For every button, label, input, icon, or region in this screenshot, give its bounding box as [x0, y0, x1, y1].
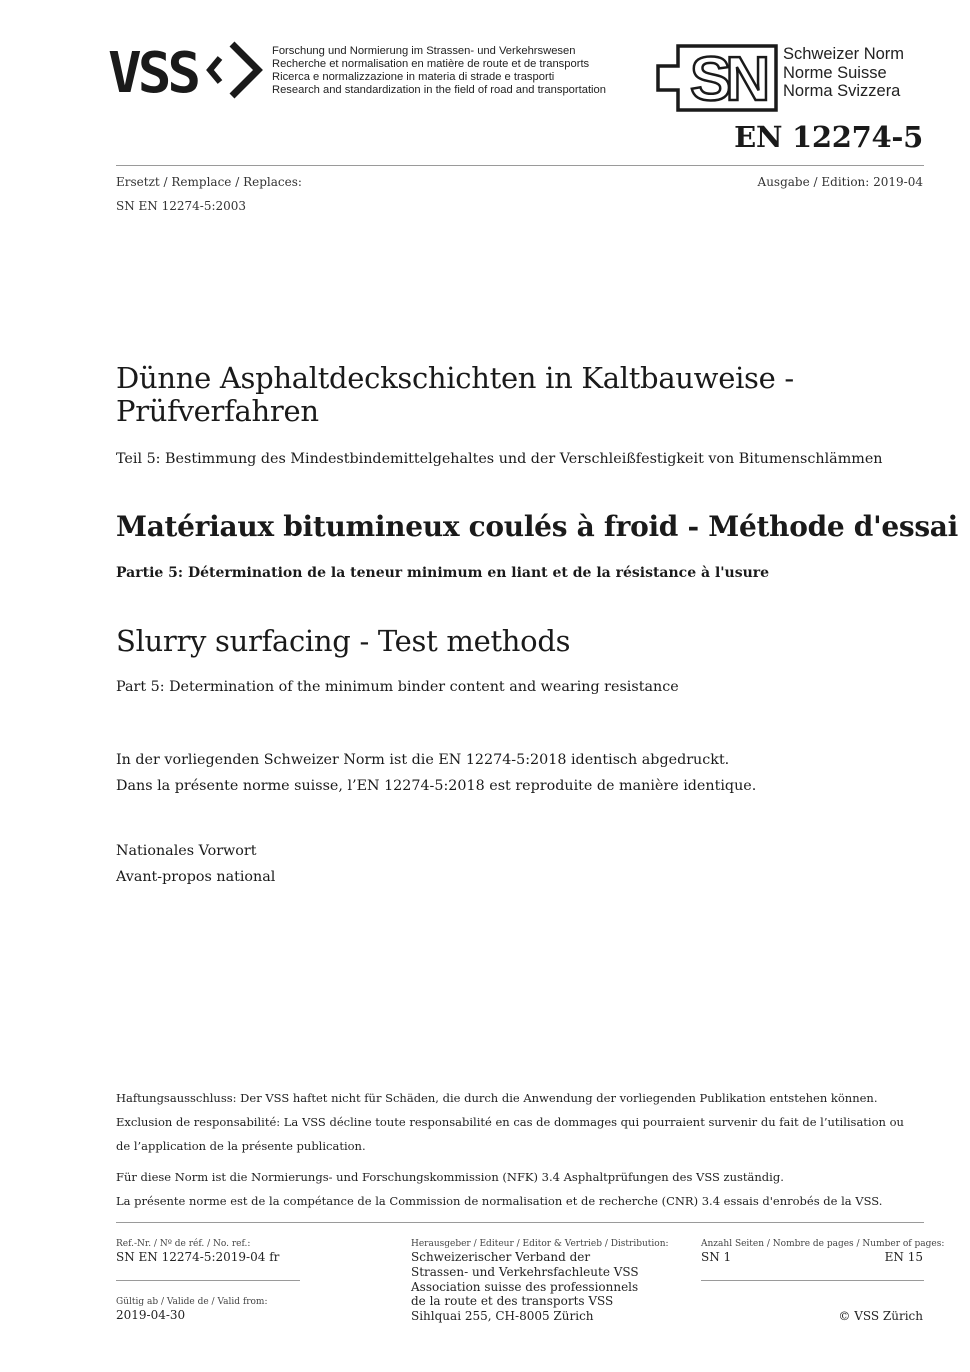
- ref-value: SN EN 12274-5:2019-04 fr: [116, 1250, 280, 1264]
- disclaimer-french-line-2: de l’application de la présente publication.: [116, 1139, 366, 1153]
- footer-left-divider: [116, 1280, 300, 1281]
- vss-tagline: [272, 45, 606, 97]
- subtitle-french: Partie 5: Détermination de la teneur minimum en liant et de la résistance à l'usure: [116, 565, 770, 581]
- tagline-it: Ricerca e normalizzazione in materia di strade e trasporti: [272, 71, 555, 83]
- footer-right-divider: [701, 1280, 924, 1281]
- publisher-line: Association suisse des professionnels: [411, 1279, 639, 1294]
- sn-names: [783, 45, 904, 101]
- sn-name-de: Schweizer Norm: [783, 45, 905, 63]
- foreword-german: Nationales Vorwort: [116, 843, 257, 859]
- sn-logo: [656, 44, 778, 112]
- replaces-label: Ersetzt / Remplace / Replaces:: [116, 175, 302, 189]
- publisher-line: de la route et des transports VSS: [411, 1294, 614, 1309]
- footer-divider: [116, 1222, 924, 1223]
- committee-french: La présente norme est de la compétance de la Commission de normalisation et de recherche (CNR) 3.4 essais d'enrobés de la VSS.: [116, 1194, 883, 1208]
- pages-en: EN 15: [884, 1250, 923, 1264]
- title-german-line-1: Dünne Asphaltdeckschichten in Kaltbauweise -: [116, 361, 794, 395]
- title-german: [116, 362, 794, 428]
- publisher-line: Sihlquai 255, CH-8005 Zürich: [411, 1309, 594, 1324]
- tagline-fr: Recherche et normalisation en matière de route et de transports: [272, 58, 590, 70]
- disclaimer-german: Haftungsausschluss: Der VSS haftet nicht für Schäden, die durch die Anwendung der vorliegenden Publikation entstehen können.: [116, 1091, 878, 1105]
- identical-note-german: In der vorliegenden Schweizer Norm ist die EN 12274-5:2018 identisch abgedruckt.: [116, 752, 730, 768]
- committee-german: Für diese Norm ist die Normierungs- und Forschungskommission (NFK) 3.4 Asphaltprüfungen des VSS zuständig.: [116, 1170, 784, 1184]
- publisher-line: Schweizerischer Verband der: [411, 1250, 591, 1264]
- title-french: Matériaux bitumineux coulés à froid - Méthode d'essai: [116, 510, 958, 543]
- title-english: Slurry surfacing - Test methods: [116, 624, 571, 658]
- subtitle-english: Part 5: Determination of the minimum binder content and wearing resistance: [116, 679, 679, 695]
- ref-label: Ref.-Nr. / Nº de réf. / No. ref.:: [116, 1239, 251, 1249]
- publisher-label: Herausgeber / Editeur / Editor & Vertrieb / Distribution:: [411, 1239, 669, 1249]
- sn-logo-letters: SN: [690, 45, 765, 112]
- pages-sn: SN 1: [701, 1250, 732, 1264]
- edition: Ausgabe / Edition: 2019-04: [757, 175, 923, 189]
- publisher-address: [411, 1250, 639, 1324]
- title-german-line-2: Prüfverfahren: [116, 394, 319, 428]
- copyright: © VSS Zürich: [838, 1309, 923, 1323]
- valid-value: 2019-04-30: [116, 1308, 186, 1322]
- subtitle-german: Teil 5: Bestimmung des Mindestbindemittelgehaltes und der Verschleißfestigkeit von Bitumenschlämmen: [116, 451, 883, 467]
- replaces-value: SN EN 12274-5:2003: [116, 199, 247, 213]
- sn-name-it: Norma Svizzera: [783, 82, 901, 100]
- vss-logo-wordmark: VSS: [108, 41, 198, 100]
- publisher-line: Strassen- und Verkehrsfachleute VSS: [411, 1264, 639, 1279]
- sn-name-fr: Norme Suisse: [783, 63, 887, 82]
- disclaimer-french-line-1: Exclusion de responsabilité: La VSS décline toute responsabilité en cas de dommages qui pourraient survenir du fait de l’utilisation ou: [116, 1115, 904, 1129]
- tagline-en: Research and standardization in the field of road and transportation: [272, 84, 606, 96]
- identical-note-french: Dans la présente norme suisse, l’EN 12274-5:2018 est reproduite de manière identique.: [116, 778, 757, 794]
- foreword-french: Avant-propos national: [116, 869, 276, 885]
- valid-label: Gültig ab / Valide de / Valid from:: [116, 1297, 268, 1307]
- vss-logo: [108, 40, 264, 100]
- pages-label: Anzahl Seiten / Nombre de pages / Number of pages:: [701, 1239, 945, 1249]
- tagline-de: Forschung und Normierung im Strassen- und Verkehrswesen: [272, 45, 576, 57]
- header-divider: [116, 165, 924, 166]
- document-number: EN 12274-5: [734, 120, 923, 154]
